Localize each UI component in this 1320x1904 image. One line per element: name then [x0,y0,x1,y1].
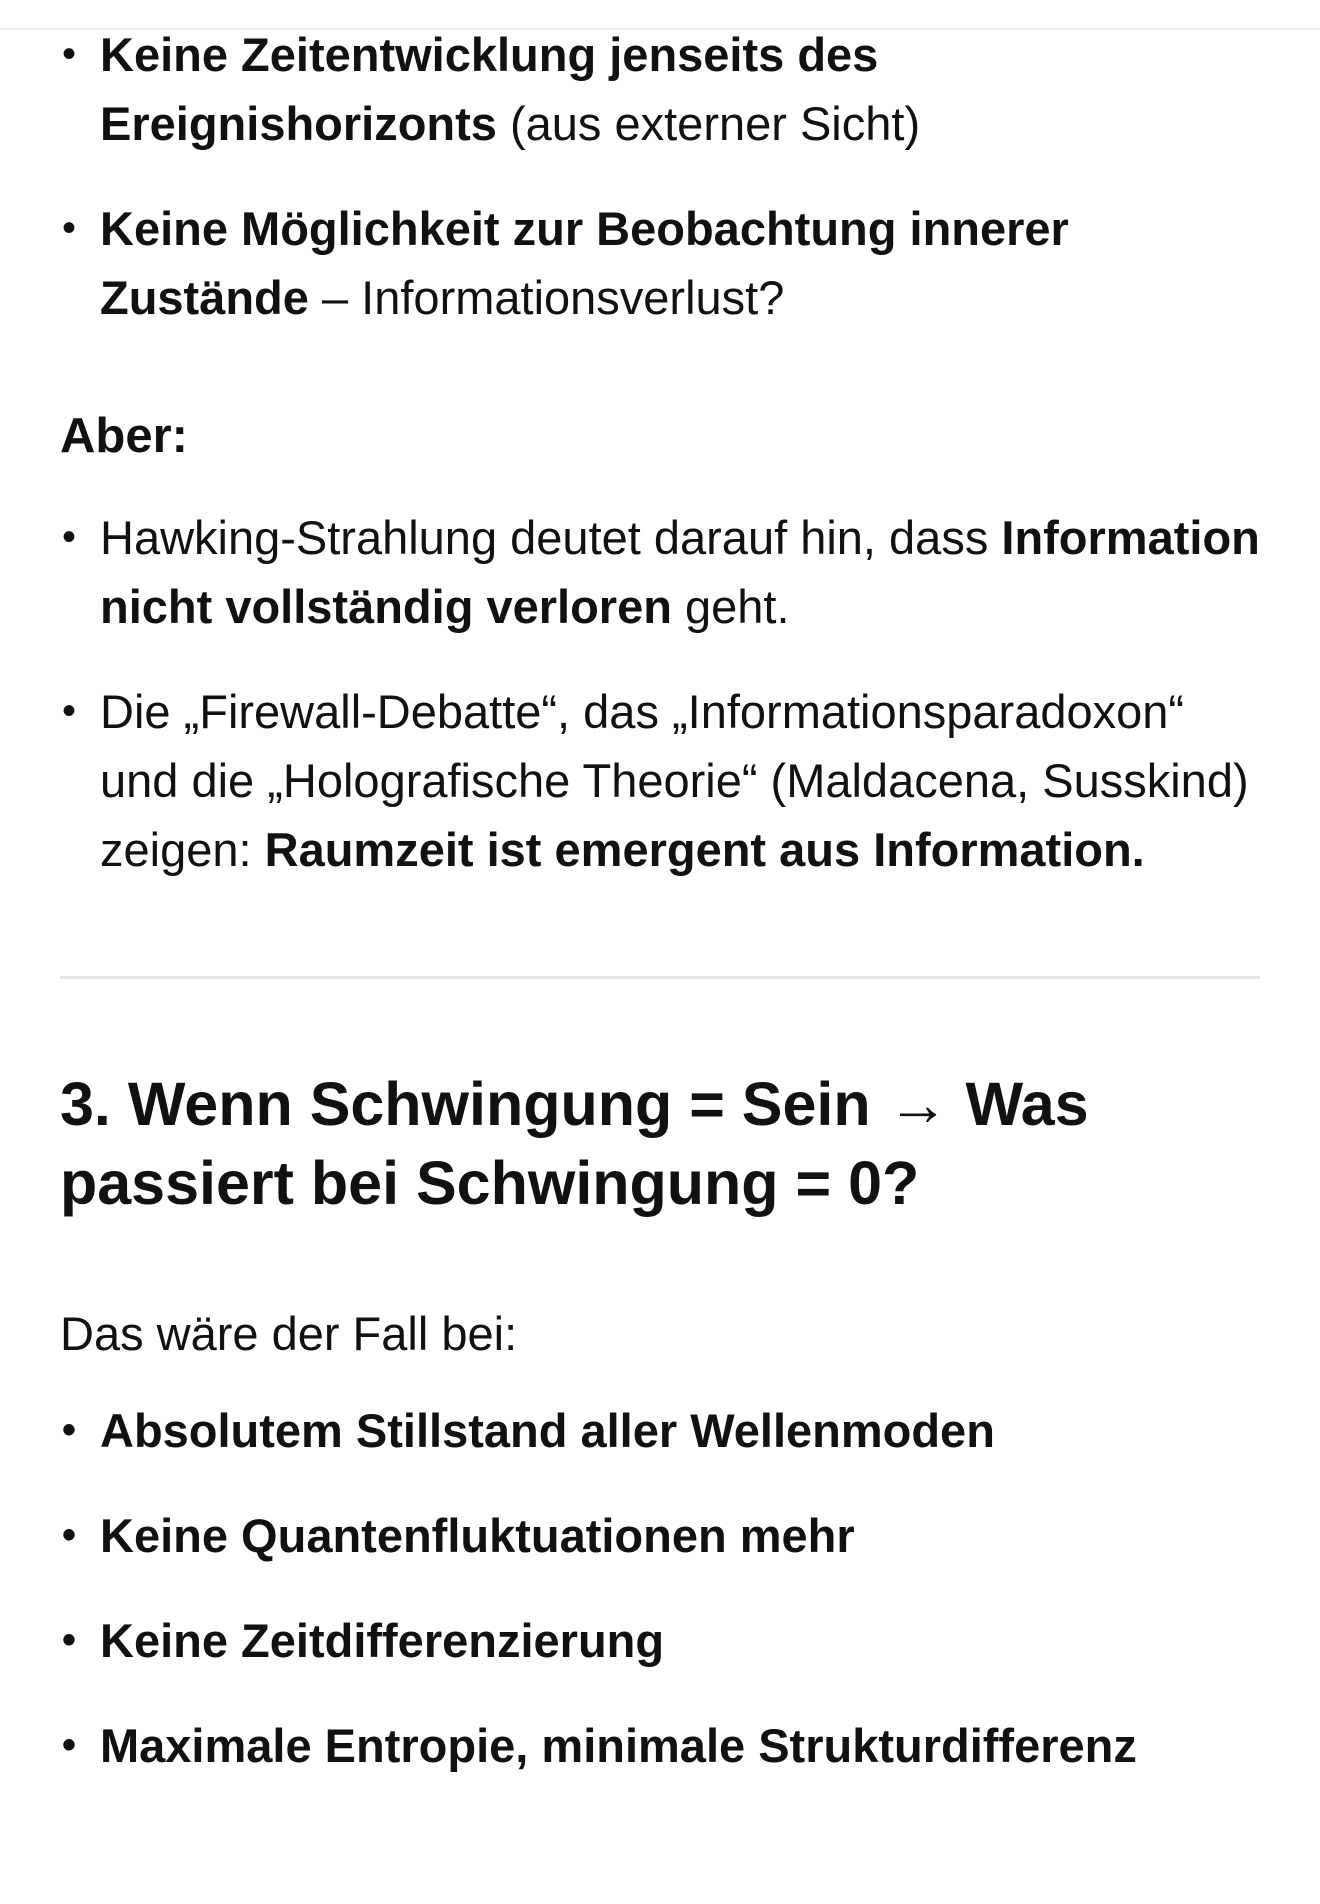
list-item [60,677,1260,884]
message-content [60,20,1260,1780]
list-item-bold: Raumzeit ist emergent aus Information. [264,823,1145,876]
list-item [60,503,1260,641]
list-item [60,20,1260,158]
list-item: • Keine Zeitdifferenzierung [60,1606,1260,1675]
list-item: • Absolutem Stillstand aller Wellenmoden [60,1396,1260,1465]
section-heading: 3. Wenn Schwingung = Sein → Was passiert bei Schwingung = 0? [60,1070,1089,1217]
bullet-list-blackhole-limits [60,20,1260,332]
list-item-bold: Keine Möglichkeit zur Beobachtung innerer Zustände [100,202,1069,324]
list-item [60,194,1260,332]
list-item-text: (aus externer Sicht) [496,97,921,150]
section-divider [60,976,1260,979]
aber-label: Aber: [60,409,188,463]
list-item: • Maximale Entropie, minimale Strukturdifferenz [60,1711,1260,1780]
list-item-text: geht. [671,580,790,633]
list-item-text: Hawking-Strahlung deutet darauf hin, dass [100,511,1002,564]
bullet-list-aber [60,503,1260,884]
section-intro: Das wäre der Fall bei: [60,1307,518,1360]
list-item: • Keine Quantenfluktuationen mehr [60,1501,1260,1570]
bullet-list-zero-oscillation [60,1396,1260,1780]
list-item-bold: Information nicht vollständig verloren [100,511,1260,633]
list-item-text: – Informationsverlust? [308,271,785,324]
list-item-text: Die „Firewall-Debatte“, das „Informationsparadoxon“ und die „Holografische Theorie“ (Maldacena, Susskind) zeigen: [100,685,1249,876]
list-item-bold: Keine Zeitentwicklung jenseits des Ereignishorizonts [100,28,879,150]
